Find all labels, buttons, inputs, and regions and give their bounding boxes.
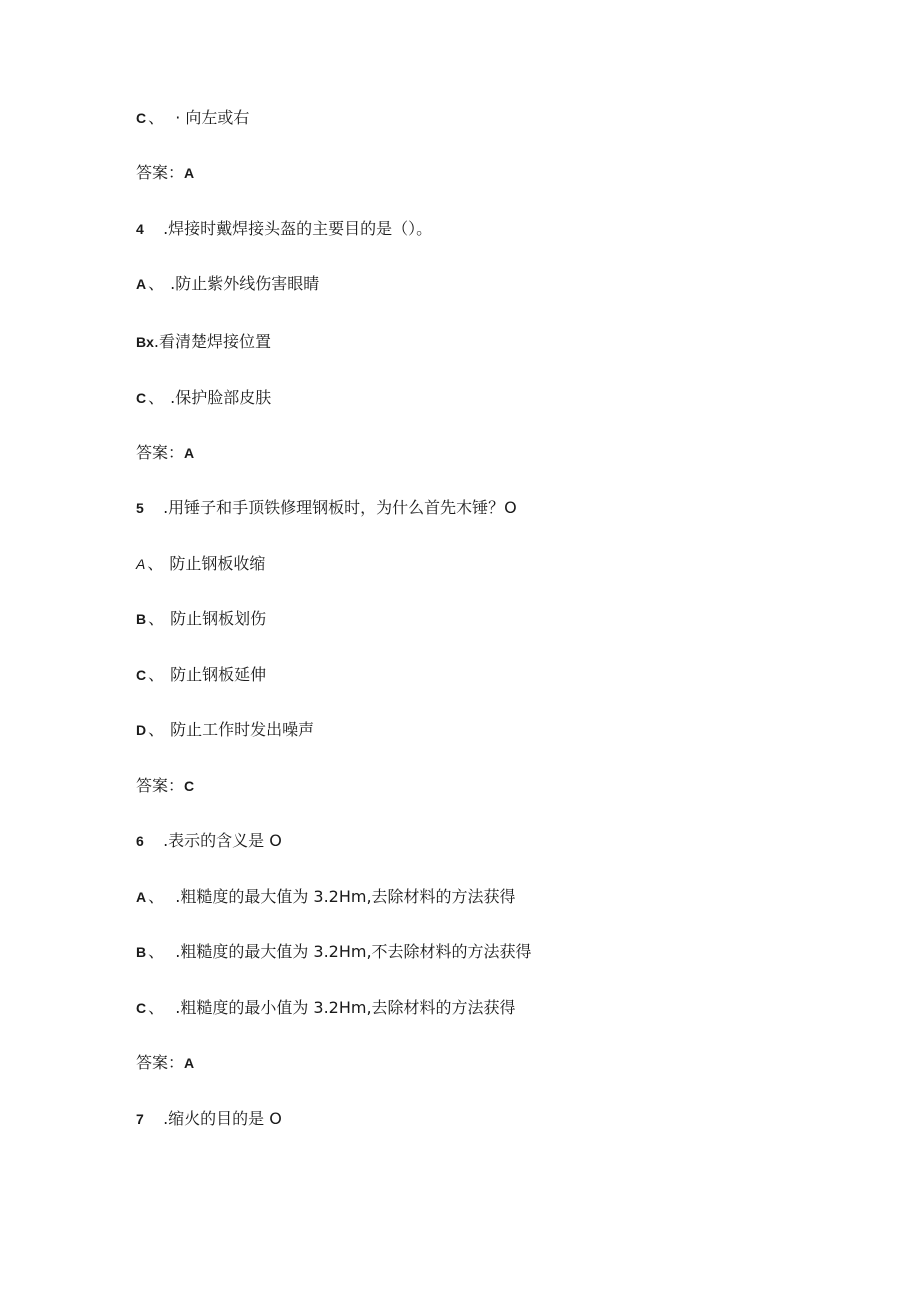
option-text: 防止钢板延伸 <box>170 665 267 684</box>
option-c-line <box>136 387 271 409</box>
option-c-line <box>136 664 266 686</box>
option-c-line <box>136 997 516 1019</box>
answer-line <box>136 775 194 797</box>
question-number: 7 <box>136 1111 144 1127</box>
option-label: A <box>136 889 147 905</box>
option-a-line <box>136 273 319 295</box>
option-a-line <box>136 553 265 575</box>
question-number: 5 <box>136 500 144 516</box>
option-separator: 、 <box>148 609 165 628</box>
option-separator: 、 <box>148 108 165 127</box>
answer-value: C <box>184 778 195 794</box>
question-text: .表示的含义是 O <box>158 831 282 850</box>
option-separator: 、 <box>148 942 165 961</box>
answer-label: 答案： <box>136 1053 185 1072</box>
answer-value: A <box>184 165 195 181</box>
option-c-line <box>136 107 249 129</box>
question-line <box>136 830 282 852</box>
option-label: C <box>136 110 147 126</box>
option-b-line <box>136 608 266 630</box>
question-text: .用锤子和手顶铁修理钢板时，为什么首先木锤？O <box>158 498 517 517</box>
option-text: 防止钢板收缩 <box>169 554 266 573</box>
question-line <box>136 1108 282 1130</box>
question-number: 4 <box>136 221 144 237</box>
option-label: C <box>136 667 147 683</box>
answer-label: 答案： <box>136 443 185 462</box>
option-label: B <box>136 611 147 627</box>
option-separator: 、 <box>148 720 165 739</box>
option-label: D <box>136 722 147 738</box>
answer-line <box>136 442 194 464</box>
option-text: .粗糙度的最大值为 3.2Hm,不去除材料的方法获得 <box>170 942 532 961</box>
answer-value: A <box>184 445 195 461</box>
answer-line <box>136 1052 194 1074</box>
option-separator: 、 <box>148 887 165 906</box>
option-text: · 向左或右 <box>170 108 250 127</box>
option-label: A <box>136 276 147 292</box>
option-label: Bx <box>136 334 154 350</box>
option-separator: 、 <box>148 998 165 1017</box>
option-b-line <box>136 331 271 353</box>
option-b-line <box>136 941 532 963</box>
option-label: C <box>136 390 147 406</box>
option-d-line <box>136 719 314 741</box>
option-text: .保护脸部皮肤 <box>170 388 272 407</box>
option-text: .粗糙度的最小值为 3.2Hm,去除材料的方法获得 <box>170 998 516 1017</box>
option-label: B <box>136 944 147 960</box>
option-text: .看清楚焊接位置 <box>153 332 271 351</box>
option-separator: 、 <box>148 388 165 407</box>
question-line <box>136 218 432 240</box>
option-text: .防止紫外线伤害眼睛 <box>170 274 320 293</box>
question-number: 6 <box>136 833 144 849</box>
question-line <box>136 497 517 519</box>
option-separator: 、 <box>147 554 164 573</box>
option-label: C <box>136 1000 147 1016</box>
option-text: 防止工作时发出噪声 <box>170 720 315 739</box>
option-label: A <box>136 556 146 572</box>
question-text: .焊接时戴焊接头盔的主要目的是（）。 <box>158 219 433 238</box>
question-text: .缩火的目的是 O <box>158 1109 282 1128</box>
option-separator: 、 <box>148 665 165 684</box>
answer-value: A <box>184 1055 195 1071</box>
answer-line <box>136 162 194 184</box>
option-text: 防止钢板划伤 <box>170 609 267 628</box>
answer-label: 答案： <box>136 776 185 795</box>
option-a-line <box>136 886 516 908</box>
option-text: .粗糙度的最大值为 3.2Hm,去除材料的方法获得 <box>170 887 516 906</box>
answer-label: 答案： <box>136 163 185 182</box>
option-separator: 、 <box>148 274 165 293</box>
